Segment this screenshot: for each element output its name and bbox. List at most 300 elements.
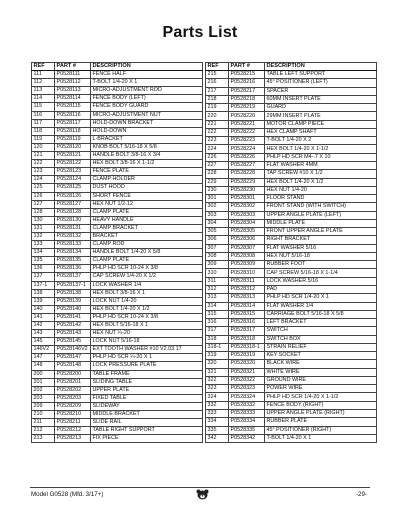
table-row [32,152,203,160]
table-row [206,252,377,260]
description-cell: FLOOR STAND [265,195,377,203]
part-number-cell: P0528321 [229,368,265,376]
part-number-cell: P0528117 [55,119,91,127]
table-row [206,261,377,269]
description-cell: UPPER ANGLE PLATE (LEFT) [265,211,377,219]
ref-cell: 114 [32,95,55,103]
part-number-cell: P0528135 [55,257,91,265]
description-cell: SLIDEWAY [91,402,203,410]
description-cell: PHLP HD SCR 1/4-20 X 1-1/2 [265,393,377,401]
description-cell: HEX BOLT 1/4-20 X 1/2 [265,178,377,186]
table-row [32,216,203,224]
ref-cell: 317 [206,327,229,335]
table-row [206,95,377,103]
part-number-cell: P0528137-1 [55,281,91,289]
table-row [32,168,203,176]
description-cell: PHLP HD SCR 10-24 X 3/8 [91,313,203,321]
description-cell: POWER WIRE [265,385,377,393]
part-number-cell: P0528324 [229,393,265,401]
part-number-cell: P0528313 [229,294,265,302]
description-cell: PHLP HD SCR 1/4-20 X 1 [265,294,377,302]
table-row [206,153,377,161]
table-row [32,200,203,208]
part-number-cell: P0528314 [229,302,265,310]
ref-cell: 319 [206,352,229,360]
header-description: DESCRIPTION [91,63,203,71]
description-cell: HEX BOLT 1/4-20 X 1-1/2 [265,145,377,153]
table-row [206,79,377,87]
part-number-cell: P0528218 [229,95,265,103]
part-number-cell: P0528142 [55,322,91,330]
ref-cell: 123 [32,168,55,176]
part-number-cell: P0528304 [229,219,265,227]
description-cell: FENCE BODY (RIGHT) [265,401,377,409]
table-row [206,170,377,178]
ref-cell: 342 [206,434,229,443]
table-row [206,269,377,277]
ref-cell: 139 [32,297,55,305]
ref-cell: 142 [32,322,55,330]
table-row [32,370,203,378]
table-row [32,427,203,435]
ref-cell: 223 [206,137,229,145]
table-row [206,319,377,327]
table-row [206,128,377,136]
ref-cell: 148 [32,362,55,370]
table-row [32,79,203,87]
part-number-cell: P0528140 [55,305,91,313]
description-cell: FLAT WASHER 1/4 [265,302,377,310]
part-number-cell: P0528143 [55,330,91,338]
ref-cell: 221 [206,120,229,128]
ref-cell: 217 [206,87,229,95]
description-cell: HOLD-DOWN [91,127,203,135]
ref-cell: 201 [32,378,55,386]
description-cell: FRONT UPPER ANGLE PLATE [265,228,377,236]
description-cell: SLIDE RAIL [91,419,203,427]
table-row [32,87,203,95]
ref-cell: 305 [206,228,229,236]
part-number-cell: P0528211 [55,419,91,427]
ref-cell: 137 [32,273,55,281]
description-cell: HEX BOLT 3/8-16 X 1-1/2 [91,160,203,168]
description-cell: KEY SOCKET [265,352,377,360]
ref-cell: 224 [206,145,229,153]
ref-cell: 213 [32,435,55,443]
table-row [32,232,203,240]
ref-cell: 310 [206,269,229,277]
table-row [206,203,377,211]
description-cell: DUST HOOD [91,184,203,192]
description-cell: FENCE PLATE [91,168,203,176]
table-row [32,184,203,192]
ref-cell: 143 [32,330,55,338]
table-row [32,402,203,410]
ref-cell: 140 [32,305,55,313]
table-row [206,385,377,393]
ref-cell: 120 [32,143,55,151]
part-number-cell: P0528222 [229,128,265,136]
ref-cell: 318-1 [206,343,229,351]
description-cell: RIGHT BRACKET [265,236,377,244]
ref-cell: 311 [206,277,229,285]
ref-cell: 307 [206,244,229,252]
ref-cell: 209 [32,402,55,410]
ref-cell: 318 [206,335,229,343]
part-number-cell: P0528318-1 [229,343,265,351]
table-row [32,338,203,346]
description-cell: LOCK WASHER 5/16 [265,277,377,285]
part-number-cell: P0528303 [229,211,265,219]
description-cell: CAP SCREW 5/16-18 X 1-1/4 [265,269,377,277]
description-cell: LOCK PRESSURE PLATE [91,362,203,370]
description-cell: LOCK NUT 1/4-20 [91,297,203,305]
table-row [206,302,377,310]
ref-cell: 117 [32,119,55,127]
part-number-cell: P0528111 [55,71,91,79]
part-number-cell: P0528113 [55,87,91,95]
part-number-cell: P0528216 [229,79,265,87]
description-cell: FENCE HALF [91,71,203,79]
ref-cell: 228 [206,170,229,178]
part-number-cell: P0528215 [229,71,265,79]
ref-cell: 226 [206,153,229,161]
ref-cell: 134 [32,249,55,257]
ref-cell: 111 [32,71,55,79]
part-number-cell: P0528146V2 [55,346,91,354]
ref-cell: 320 [206,360,229,368]
table-row [206,145,377,153]
table-row [32,265,203,273]
table-row [32,313,203,321]
table-row [32,273,203,281]
part-number-cell: P0528124 [55,176,91,184]
description-cell: RUBBER FOOT [265,261,377,269]
description-cell: HANDLE BOLT 1/4-20 X 5/8 [91,249,203,257]
description-cell: WHITE WIRE [265,368,377,376]
ref-cell: 121 [32,152,55,160]
part-number-cell: P0528145 [55,338,91,346]
part-number-cell: P0528305 [229,228,265,236]
header-part-number: PART # [229,63,265,71]
table-row [32,297,203,305]
page-title: Parts List [162,24,238,41]
table-row [32,305,203,313]
part-number-cell: P0528319 [229,352,265,360]
part-number-cell: P0528312 [229,286,265,294]
table-row [206,211,377,219]
part-number-cell: P0528133 [55,241,91,249]
ref-cell: 222 [206,128,229,136]
ref-cell: 312 [206,286,229,294]
table-row [206,294,377,302]
header-ref: REF [32,63,55,71]
ref-cell: 145 [32,338,55,346]
ref-cell: 112 [32,79,55,87]
part-number-cell: P0528148 [55,362,91,370]
description-cell: FIX PIECE [91,435,203,443]
table-row [206,327,377,335]
table-row [32,127,203,135]
table-row [206,195,377,203]
table-row [32,176,203,184]
part-number-cell: P0528200 [55,370,91,378]
footer-page-number: -29- [355,491,367,498]
part-number-cell: P0528139 [55,297,91,305]
table-row [206,162,377,170]
description-cell: HEX NUT 5/16-18 [265,252,377,260]
description-cell: LOCK WASHER 1/4 [91,281,203,289]
description-cell: SLIDING TABLE [91,378,203,386]
description-cell: FLAT WASHER 4MM [265,162,377,170]
ref-cell: 124 [32,176,55,184]
part-number-cell: P0528320 [229,360,265,368]
description-cell: SWITCH BOX [265,335,377,343]
part-number-cell: P0528342 [229,434,265,443]
part-number-cell: P0528306 [229,236,265,244]
part-number-cell: P0528134 [55,249,91,257]
description-cell: CLAMP PLATE [91,208,203,216]
part-number-cell: P0528223 [229,137,265,145]
ref-cell: 137-1 [32,281,55,289]
description-cell: 60MM INSERT PLATE [265,95,377,103]
ref-cell: 229 [206,178,229,186]
ref-cell: 303 [206,211,229,219]
description-cell: MICRO-ADJUSTMENT ROD [91,87,203,95]
ref-cell: 304 [206,219,229,227]
part-number-cell: P0528141 [55,313,91,321]
part-number-cell: P0528224 [229,145,265,153]
description-cell: PHLP HD SCR ¼-20 X 1 [91,354,203,362]
table-row [206,71,377,79]
description-cell: FLAT WASHER 5/16 [265,244,377,252]
description-cell: 45° POSITIONER (RIGHT) [265,426,377,434]
ref-cell: 146V2 [32,346,55,354]
part-number-cell: P0528202 [55,386,91,394]
ref-cell: 211 [32,419,55,427]
description-cell: LEFT BRACKET [265,319,377,327]
description-cell: CLAMP PLATE [91,257,203,265]
description-cell: KNOB BOLT 5/16-18 X 5/8 [91,143,203,151]
ref-cell: 131 [32,224,55,232]
table-row [206,434,377,443]
table-row [32,419,203,427]
part-number-cell: P0528127 [55,200,91,208]
ref-cell: 200 [32,370,55,378]
description-cell: FENCE BODY (LEFT) [91,95,203,103]
part-number-cell: P0528130 [55,216,91,224]
description-cell: STRAIN RELIEF [265,343,377,351]
part-number-cell: P0528226 [229,153,265,161]
table-row [32,257,203,265]
part-number-cell: P0528219 [229,104,265,112]
table-row [32,386,203,394]
table-row [206,186,377,194]
part-number-cell: P0528318 [229,335,265,343]
part-number-cell: P0528132 [55,232,91,240]
description-cell: TABLE LEFT SUPPORT [265,71,377,79]
table-row [32,346,203,354]
table-row [32,71,203,79]
ref-cell: 314 [206,302,229,310]
description-cell: 45° POSITIONER (LEFT) [265,79,377,87]
table-row [32,435,203,443]
ref-cell: 324 [206,393,229,401]
part-number-cell: P0528128 [55,208,91,216]
table-row [206,418,377,426]
part-number-cell: P0528230 [229,186,265,194]
part-number-cell: P0528221 [229,120,265,128]
part-number-cell: P0528137 [55,273,91,281]
table-row [32,208,203,216]
table-row [206,335,377,343]
part-number-cell: P0528332 [229,401,265,409]
ref-cell: 122 [32,160,55,168]
part-number-cell: P0528315 [229,310,265,318]
ref-cell: 128 [32,208,55,216]
part-number-cell: P0528335 [229,426,265,434]
ref-cell: 219 [206,104,229,112]
ref-cell: 227 [206,162,229,170]
table-row [32,322,203,330]
parts-table-left [31,62,203,443]
ref-cell: 216 [206,79,229,87]
ref-cell: 212 [32,427,55,435]
ref-cell: 302 [206,203,229,211]
description-cell: RUBBER PLATE [265,418,377,426]
part-number-cell: P0528316 [229,319,265,327]
part-number-cell: P0528209 [55,402,91,410]
table-row [32,143,203,151]
description-cell: EXT TOOTH WASHER #10 V2.03.17 [91,346,203,354]
table-row [206,277,377,285]
description-cell: UPPER PLATE [91,386,203,394]
description-cell: SWITCH [265,327,377,335]
ref-cell: 113 [32,87,55,95]
part-number-cell: P0528123 [55,168,91,176]
part-number-cell: P0528212 [55,427,91,435]
description-cell: GROUND WIRE [265,376,377,384]
description-cell: 29MM INSERT PLATE [265,112,377,120]
part-number-cell: P0528317 [229,327,265,335]
description-cell: MIDDLE BRACKET [91,411,203,419]
part-number-cell: P0528333 [229,409,265,417]
part-number-cell: P0528201 [55,378,91,386]
ref-cell: 215 [206,71,229,79]
table-row [32,281,203,289]
ref-cell: 130 [32,216,55,224]
description-cell: BRACKET [91,232,203,240]
ref-cell: 147 [32,354,55,362]
description-cell: FENCE BODY GUARD [91,103,203,111]
part-number-cell: P0528309 [229,261,265,269]
description-cell: T-BOLT 1/4-20 X 1 [265,434,377,443]
part-number-cell: P0528322 [229,376,265,384]
description-cell: GUARD [265,104,377,112]
part-number-cell: P0528307 [229,244,265,252]
ref-cell: 119 [32,135,55,143]
ref-cell: 127 [32,200,55,208]
table-row [32,111,203,119]
ref-cell: 210 [32,411,55,419]
table-row [206,409,377,417]
ref-cell: 313 [206,294,229,302]
ref-cell: 141 [32,313,55,321]
description-cell: CARRIAGE BOLT 5/16-18 X 5/8 [265,310,377,318]
parts-table-right [205,62,377,443]
part-number-cell: P0528203 [55,394,91,402]
description-cell: HOLD-DOWN BRACKET [91,119,203,127]
ref-cell: 118 [32,127,55,135]
ref-cell: 135 [32,257,55,265]
part-number-cell: P0528114 [55,95,91,103]
table-row [206,219,377,227]
description-cell: L-BRACKET [91,135,203,143]
description-cell: T-BOLT 1/4-20 X 1 [91,79,203,87]
table-row [206,426,377,434]
part-number-cell: P0528138 [55,289,91,297]
bear-head-icon [196,489,209,500]
part-number-cell: P0528334 [229,418,265,426]
part-number-cell: P0528311 [229,277,265,285]
description-cell: HEX BOLT 5/16-18 X 1 [91,322,203,330]
part-number-cell: P0528121 [55,152,91,160]
ref-cell: 335 [206,426,229,434]
part-number-cell: P0528116 [55,111,91,119]
table-row [32,411,203,419]
description-cell: MIDDLE PLATE [265,219,377,227]
part-number-cell: P0528120 [55,143,91,151]
description-cell: FRONT STAND (WITH SWITCH) [265,203,377,211]
table-row [206,244,377,252]
description-cell: HEX CLAMP SHAFT [265,128,377,136]
table-row [32,95,203,103]
description-cell: UPPER ANGLE PLATE (RIGHT) [265,409,377,417]
table-row [32,289,203,297]
table-row [32,160,203,168]
part-number-cell: P0528126 [55,192,91,200]
part-number-cell: P0528122 [55,160,91,168]
description-cell: TABLE RIGHT SUPPORT [91,427,203,435]
ref-cell: 218 [206,95,229,103]
ref-cell: 332 [206,401,229,409]
ref-cell: 202 [32,386,55,394]
ref-cell: 321 [206,368,229,376]
table-row [32,362,203,370]
description-cell: TABLE FRAME [91,370,203,378]
ref-cell: 308 [206,252,229,260]
table-header-row [206,63,377,71]
part-number-cell: P0528323 [229,385,265,393]
part-number-cell: P0528308 [229,252,265,260]
part-number-cell: P0528301 [229,195,265,203]
description-cell: HEAVY HANDLE [91,216,203,224]
part-number-cell: P0528125 [55,184,91,192]
header-part-number: PART # [55,63,91,71]
table-row [32,354,203,362]
description-cell: HANDLE BOLT 3/8-16 X 3/4 [91,152,203,160]
part-number-cell: P0528227 [229,162,265,170]
description-cell: PHLP HD SCR M4-.7 X 10 [265,153,377,161]
part-number-cell: P0528210 [55,411,91,419]
description-cell: SPACER [265,87,377,95]
table-row [32,103,203,111]
table-row [32,378,203,386]
part-number-cell: P0528229 [229,178,265,186]
description-cell: HEX BOLT 3/8-16 X 1 [91,289,203,297]
description-cell: FIXED TABLE [91,394,203,402]
header-description: DESCRIPTION [265,63,377,71]
